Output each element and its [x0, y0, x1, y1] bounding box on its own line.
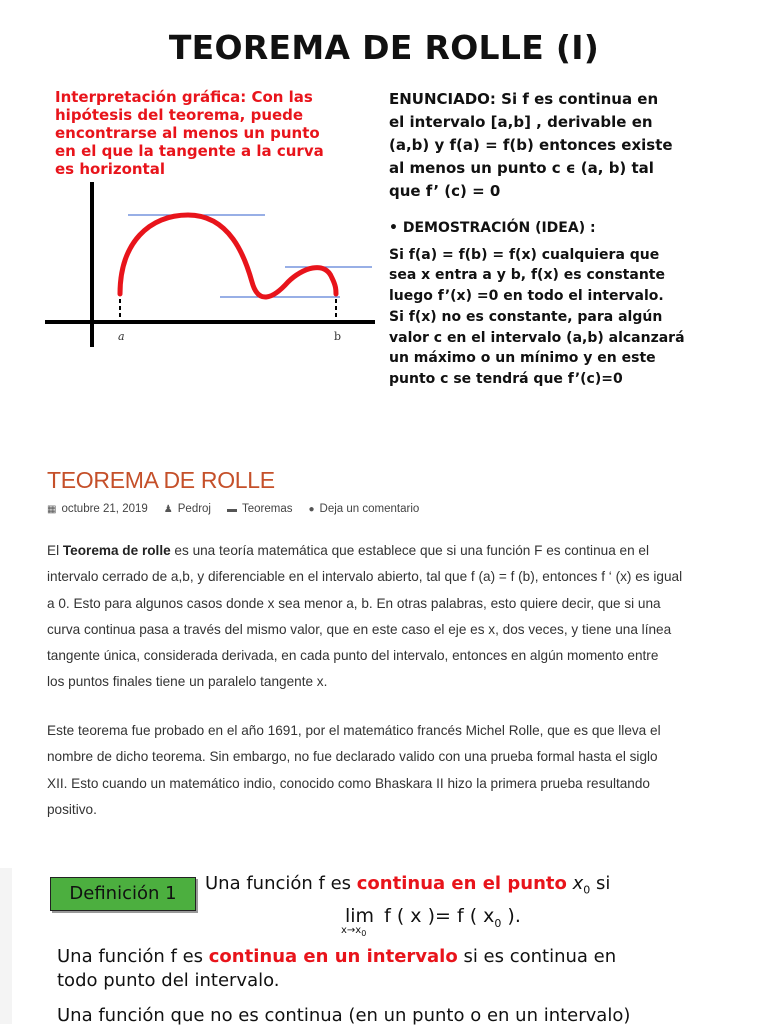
definition-line-1: Una función f es continua en el punto $x_0$ si: [205, 873, 611, 897]
proof-idea: • DEMOSTRACIÓN (IDEA) : Si f(a) = f(b) = f(x) cualquiera que sea x entra a y b, f(x) es constante luego f’(x) =0 en todo el intervalo. Si f(x) no es constante, para algún valor c en el intervalo (a,b) alcanzará un máximo o un mínimo y en este punto c se tendrá que f’(c)=0: [389, 218, 734, 390]
slide-title: TEOREMA DE ROLLE (I): [168, 28, 600, 67]
definition-line-2: Una función f es continua en un intervalo si es continua en: [57, 946, 617, 967]
comment-icon: ●: [308, 503, 315, 515]
folder-icon: ▬: [227, 503, 237, 515]
post-category[interactable]: ▬ Teoremas: [227, 503, 293, 515]
bold-term: Teorema de rolle: [62, 543, 171, 558]
limit-formula: lim $x\to x_0$ f ( x )= f ( $x_0$ ).: [341, 905, 521, 938]
post-title[interactable]: TEOREMA DE ROLLE: [47, 467, 275, 493]
post-meta: [47, 503, 435, 515]
continuous-on-interval: continua en un intervalo: [208, 946, 458, 967]
function-curve: [120, 215, 336, 297]
user-icon: ♟: [163, 503, 173, 515]
graphic-interpretation-text: Interpretación gráfica: Con las hipótesis del teorema, puede encontrarse al menos un punto en el que la tangente a la curva es horizontal: [55, 88, 324, 178]
slide-edge: [0, 868, 12, 1024]
definition-label: Definición 1: [50, 877, 196, 911]
label-a: a: [118, 330, 125, 343]
post-paragraph-2: Este teorema fue probado en el año 1691, por el matemático francés Michel Rolle, que es que lleva el nombre de dicho teorema. Sin embargo, no fue declarado valido con una prueba formal hasta el siglo XII. Esto cuando un matemático indio, conocido como Bhaskara II hizo la primera prueba resultando positivo.: [47, 723, 661, 817]
label-b: b: [334, 330, 342, 343]
post-author[interactable]: ♟ Pedroj: [163, 503, 211, 515]
proof-heading: • DEMOSTRACIÓN (IDEA) :: [389, 220, 596, 236]
post-comment-link[interactable]: ● Deja un comentario: [308, 503, 420, 515]
continuous-at-point: continua en el punto: [356, 873, 567, 894]
calendar-icon: ▦: [47, 503, 57, 515]
rolle-graph: [40, 182, 380, 352]
post-paragraph-1: El Teorema de rolle es una teoría matemática que establece que si una función F es continua en el intervalo cerrado de a,b, y diferenciable en el intervalo abierto, tal que f (a) = f (b), entonces f ‘ (x) es igual a 0. Esto para algunos casos donde x sea menor a, b. En otras palabras, esto quiere decir, que si una curva continua pasa a través del mismo valor, que en este caso el eje es x, dos veces, y tiene una línea tangente única, considerada derivada, en cada punto del intervalo, entonces en algún momento entre los puntos finales tiene un paralelo tangente x.: [47, 543, 683, 690]
theorem-statement: ENUNCIADO: Si f es continua en el intervalo [a,b] , derivable en (a,b) y f(a) = f(b) entonces existe al menos un punto c ϵ (a, b) tal que f’ (c) = 0: [389, 90, 673, 200]
definition-line-3: todo punto del intervalo.: [57, 970, 280, 991]
definition-line-4: Una función que no es continua (en un punto o en un intervalo): [57, 1005, 631, 1026]
post-date[interactable]: ▦ octubre 21, 2019: [47, 503, 148, 515]
